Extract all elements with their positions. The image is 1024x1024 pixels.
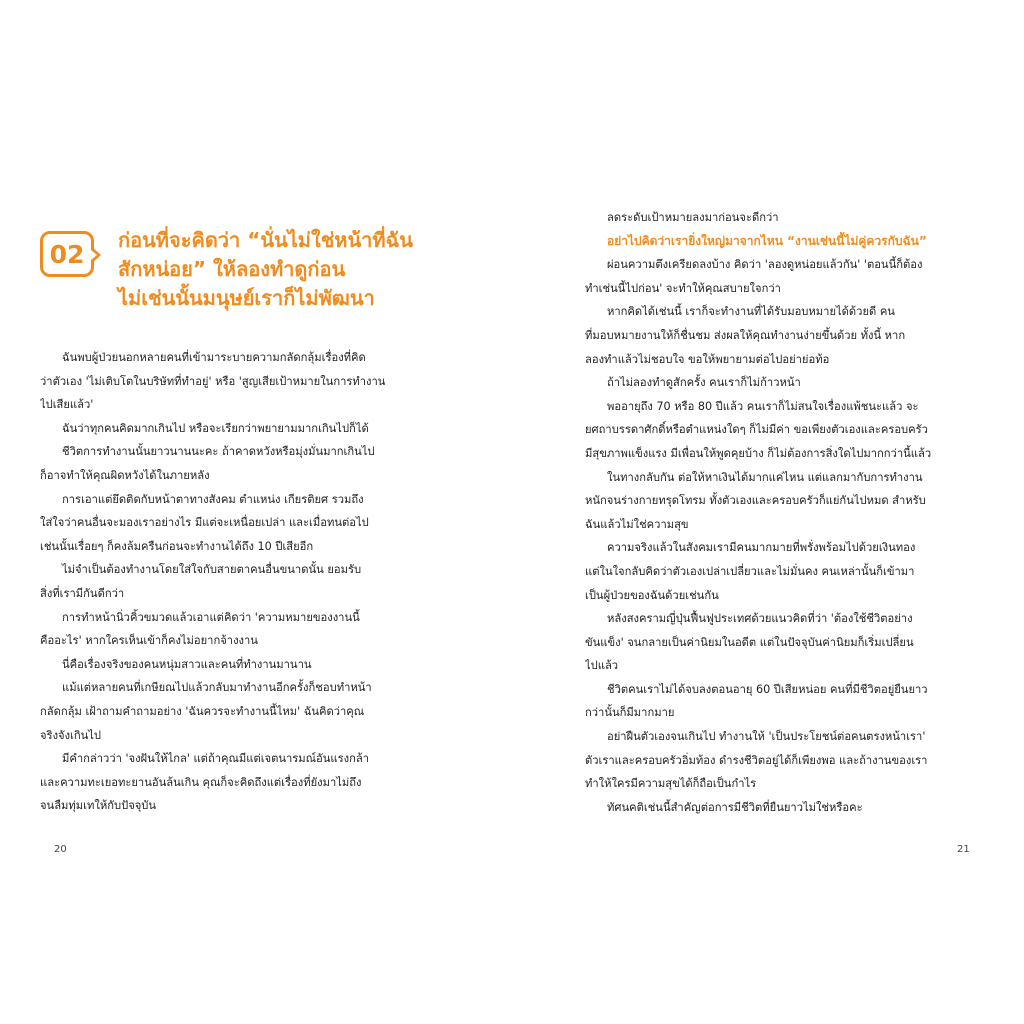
- text-line: ไปเสียแล้ว': [40, 398, 94, 412]
- text-line: การเอาแต่ยึดติดกับหน้าตาทางสังคม ตำแหน่ง เกียรติยศ รวมถึง: [62, 492, 364, 506]
- text-line: การทำหน้านิ่วคิ้วขมวดแล้วเอาแต่คิดว่า 'ความหมายของงานนี้: [62, 610, 360, 624]
- text-line: จนลืมทุ่มเทให้กับปัจจุบัน: [40, 799, 157, 813]
- highlighted-quote-line: อย่าไปคิดว่าเรายิ่งใหญ่มาจากไหน “งานเช่นนี้ไม่คู่ควรกับฉัน”: [607, 233, 927, 248]
- text-line: เป็นผู้ป่วยของฉันด้วยเช่นกัน: [585, 588, 719, 602]
- text-line: ผ่อนความตึงเครียดลงบ้าง คิดว่า 'ลองดูหน่อยแล้วกัน' 'ตอนนี้ก็ต้อง: [607, 258, 923, 272]
- text-line: ฉันแล้วไม่ใช่ความสุข: [585, 517, 689, 531]
- text-line: ฉันพบผู้ป่วยนอกหลายคนที่เข้ามาระบายความกลัดกลุ้มเรื่องที่คิด: [62, 351, 366, 364]
- text-line: ไปแล้ว: [585, 659, 619, 673]
- text-line: ยศถาบรรดาศักดิ์หรือตำแหน่งใดๆ ก็ไม่มีค่า ขอเพียงตัวเองและครอบครัว: [585, 423, 928, 437]
- text-line: ว่าตัวเอง 'ไม่เติบโตในบริษัทที่ทำอยู่' หรือ 'สูญเสียเป้าหมายในการทำงาน: [40, 374, 386, 388]
- text-line: อย่าฝืนตัวเองจนเกินไป ทำงานให้ 'เป็นประโยชน์ต่อคนตรงหน้าเรา': [607, 730, 926, 744]
- text-line: ใส่ใจว่าคนอื่นจะมองเราอย่างไร มีแต่จะเหนื่อยเปล่า และเมื่อทนต่อไป: [40, 516, 369, 530]
- text-line: ขันแข็ง' จนกลายเป็นค่านิยมในอดีต แต่ในปัจจุบันค่านิยมก็เริ่มเปลี่ยน: [585, 635, 914, 649]
- page-number-left: 20: [54, 844, 67, 855]
- text-line: ถ้าไม่ลองทำดูสักครั้ง คนเราก็ไม่ก้าวหน้า: [607, 376, 801, 390]
- text-line: แม้แต่หลายคนที่เกษียณไปแล้วกลับมาทำงานอีกครั้งก็ชอบทำหน้า: [62, 681, 372, 695]
- text-line: เช่นนั้นเรื่อยๆ ก็คงล้มครืนก่อนจะทำงานได้ถึง 10 ปีเสียอีก: [40, 539, 314, 553]
- text-line: หนักจนร่างกายทรุดโทรม ทั้งตัวเองและครอบครัวก็แย่กันไปหมด สำหรับ: [585, 494, 926, 508]
- text-line: นี่คือเรื่องจริงของคนหนุ่มสาวและคนที่ทำงานมานาน: [62, 657, 312, 671]
- text-line: ทัศนคติเช่นนี้สำคัญต่อการมีชีวิตที่ยืนยาวไม่ใช่หรือคะ: [607, 800, 863, 814]
- text-line: ในทางกลับกัน ต่อให้หาเงินได้มากแค่ไหน แต่แลกมากับการทำงาน: [607, 470, 923, 484]
- badge-arrow-inner-icon: [91, 250, 97, 260]
- text-line: แต่ในใจกลับคิดว่าตัวเองเปล่าเปลี่ยวและไม่มั่นคง คนเหล่านั้นก็เข้ามา: [585, 564, 915, 578]
- text-line: ไม่จำเป็นต้องทำงานโดยใส่ใจกับสายตาคนอื่นขนาดนั้น ยอมรับ: [62, 563, 362, 577]
- text-line: หลังสงครามญี่ปุ่นฟื้นฟูประเทศด้วยแนวคิดที่ว่า 'ต้องใช้ชีวิตอย่าง: [607, 612, 913, 626]
- chapter-title-line: ก่อนที่จะคิดว่า “นั่นไม่ใช่หน้าที่ฉัน: [118, 228, 413, 252]
- text-line: ตัวเราและครอบครัวอิ่มท้อง ดำรงชีวิตอยู่ได้ก็เพียงพอ และถ้างานของเรา: [585, 753, 928, 767]
- text-line: กลัดกลุ้ม เฝ้าถามคำถามอย่าง 'ฉันควรจะทำงานนี้ไหม' ฉันคิดว่าคุณ: [40, 704, 365, 718]
- text-line: ความจริงแล้วในสังคมเรามีคนมากมายที่พรั่งพร้อมไปด้วยเงินทอง: [607, 541, 916, 555]
- chapter-title-line: สักหน่อย” ให้ลองทำดูก่อน: [118, 257, 346, 281]
- chapter-number-badge: 02: [40, 231, 94, 277]
- text-line: หากคิดได้เช่นนี้ เราก็จะทำงานที่ได้รับมอบหมายได้ด้วยดี คน: [607, 305, 895, 319]
- text-line: มีคำกล่าวว่า 'จงฝันให้ไกล' แต่ถ้าคุณมีแต่เจตนารมณ์อันแรงกล้า: [62, 752, 370, 766]
- left-page: [40, 0, 510, 1024]
- page-number-right: 21: [957, 844, 970, 855]
- right-body-text: [585, 206, 975, 819]
- text-line: พออายุถึง 70 หรือ 80 ปีแล้ว คนเราก็ไม่สนใจเรื่องแพ้ชนะแล้ว จะ: [607, 399, 919, 413]
- chapter-title: [118, 226, 478, 313]
- text-line: จริงจังเกินไป: [40, 728, 102, 742]
- text-line: ชีวิตการทำงานนั้นยาวนานนะคะ ถ้าคาดหวังหรือมุ่งมั่นมากเกินไป: [62, 445, 375, 459]
- text-line: สิ่งที่เรามีกันดีกว่า: [40, 586, 125, 600]
- text-line: ที่มอบหมายงานให้ก็ชื่นชม ส่งผลให้คุณทำงานง่ายขึ้นด้วย ทั้งนี้ หาก: [585, 328, 906, 342]
- text-line: ก็อาจทำให้คุณผิดหวังได้ในภายหลัง: [40, 468, 210, 482]
- text-line: ทำเช่นนี้ไปก่อน' จะทำให้คุณสบายใจกว่า: [585, 281, 781, 295]
- text-line: คืออะไร' หากใครเห็นเข้าก็คงไม่อยากจ้างงาน: [40, 634, 258, 648]
- text-line: ชีวิตคนเราไม่ได้จบลงตอนอายุ 60 ปีเสียหน่อย คนที่มีชีวิตอยู่ยืนยาว: [607, 682, 928, 696]
- left-body-text: [40, 346, 435, 818]
- text-line: ฉันว่าทุกคนคิดมากเกินไป หรือจะเรียกว่าพยายามมากเกินไปก็ได้: [62, 421, 369, 435]
- right-page: [585, 0, 985, 1024]
- text-line: มีสุขภาพแข็งแรง มีเพื่อนให้พูดคุยบ้าง ก็ไม่ต้องการสิ่งใดไปมากกว่านี้แล้ว: [585, 446, 932, 460]
- text-line: ทำให้ใครมีความสุขได้ก็ถือเป็นกำไร: [585, 777, 757, 791]
- text-line: กว่านั้นก็มีมากมาย: [585, 706, 675, 720]
- text-line: ลดระดับเป้าหมายลงมาก่อนจะดีกว่า: [607, 211, 779, 224]
- chapter-title-line: ไม่เช่นนั้นมนุษย์เราก็ไม่พัฒนา: [118, 286, 375, 310]
- text-line: ลองทำแล้วไม่ชอบใจ ขอให้พยายามต่อไปอย่าย่อท้อ: [585, 352, 830, 366]
- text-line: และความทะเยอทะยานอันล้นเกิน คุณก็จะคิดถึงแต่เรื่องที่ยังมาไม่ถึง: [40, 775, 362, 789]
- chapter-header: [40, 226, 510, 316]
